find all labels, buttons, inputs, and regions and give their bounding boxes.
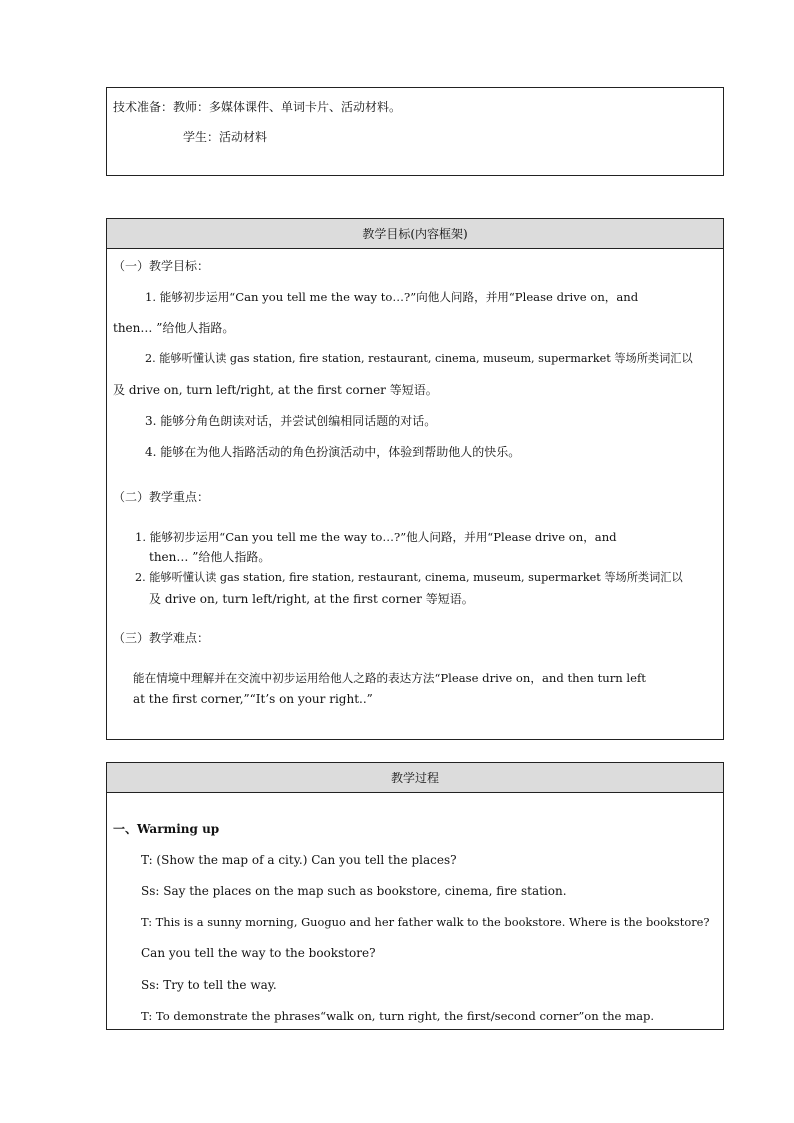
key-point-2-line-b: 及 drive on, turn left/right, at the first corner 等短语。 — [149, 592, 474, 606]
objectives-header: 教学目标(内容框架) — [107, 219, 723, 249]
process-line-3: T: This is a sunny morning, Guoguo and her father walk to the bookstore. Where is the bookstore? — [141, 915, 710, 929]
process-line-4: Can you tell the way to the bookstore? — [141, 946, 376, 960]
goal-1-line-a: 1. 能够初步运用“Can you tell me the way to…?”向他人问路，并用“Please drive on，and — [145, 290, 639, 304]
warming-up-title: 一、Warming up — [113, 822, 220, 836]
process-line-1: T: (Show the map of a city.) Can you tell the places? — [141, 853, 457, 867]
process-line-5: Ss: Try to tell the way. — [141, 978, 277, 992]
difficult-point-line-a: 能在情境中理解并在交流中初步运用给他人之路的表达方法“Please drive on，and then turn left — [133, 671, 646, 685]
tech-prep-teacher-line: 技术准备：教师：多媒体课件、单词卡片、活动材料。 — [113, 100, 402, 114]
difficult-point-line-b: at the first corner,”“It’s on your right..” — [133, 692, 373, 706]
process-line-2: Ss: Say the places on the map such as bookstore, cinema, fire station. — [141, 884, 567, 898]
key-points-title: （二）教学重点： — [113, 490, 210, 504]
goal-2-line-b: 及 drive on, turn left/right, at the first corner 等短语。 — [113, 383, 438, 397]
tech-prep-box — [106, 87, 724, 176]
process-box — [106, 762, 724, 1030]
goals-title: （一）教学目标： — [113, 259, 210, 273]
goal-2-line-a: 2. 能够听懂认读 gas station, fire station, restaurant, cinema, museum, supermarket 等场所类词汇以 — [145, 352, 693, 365]
tech-prep-student-line: 学生：活动材料 — [183, 130, 268, 144]
goal-3: 3. 能够分角色朗读对话，并尝试创编相同话题的对话。 — [145, 414, 437, 428]
process-line-6: T: To demonstrate the phrases“walk on, turn right, the first/second corner”on the map. — [141, 1009, 655, 1023]
key-point-1-line-a: 1. 能够初步运用“Can you tell me the way to…?”他人问路，并用“Please drive on，and — [135, 530, 617, 544]
difficult-points-title: （三）教学难点： — [113, 631, 210, 645]
key-point-1-line-b: then… ”给他人指路。 — [149, 550, 271, 564]
objectives-box — [106, 218, 724, 740]
goal-4: 4. 能够在为他人指路活动的角色扮演活动中，体验到帮助他人的快乐。 — [145, 445, 521, 459]
goal-1-line-b: then… ”给他人指路。 — [113, 321, 235, 335]
process-header: 教学过程 — [107, 763, 723, 793]
key-point-2-line-a: 2. 能够听懂认读 gas station, fire station, restaurant, cinema, museum, supermarket 等场所类词汇以 — [135, 571, 683, 584]
